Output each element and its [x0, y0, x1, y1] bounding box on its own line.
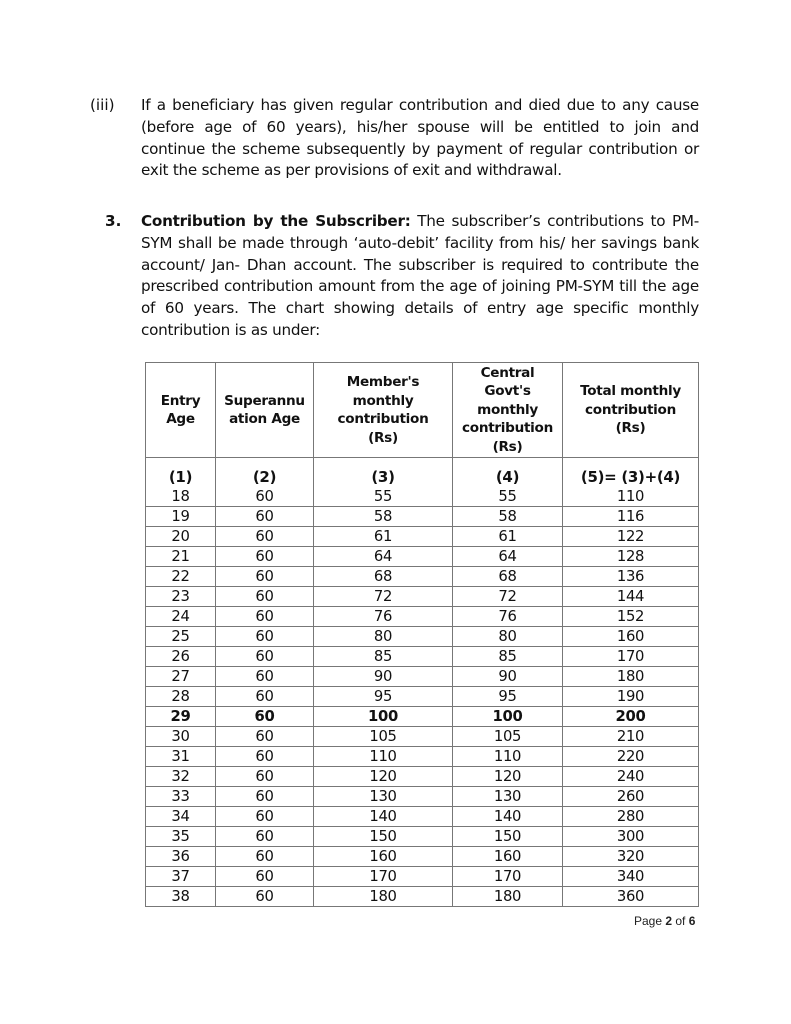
- cell-entry-age: 18: [146, 487, 216, 507]
- cell-total-contribution: 160: [563, 627, 699, 647]
- cell-entry-age: 30: [146, 727, 216, 747]
- cell-total-contribution: 128: [563, 547, 699, 567]
- cell-member-contribution: 90: [314, 667, 453, 687]
- cell-superannuation-age: 60: [216, 487, 314, 507]
- cell-superannuation-age: 60: [216, 647, 314, 667]
- cell-govt-contribution: 55: [453, 487, 563, 507]
- cell-member-contribution: 160: [314, 847, 453, 867]
- cell-member-contribution: 68: [314, 567, 453, 587]
- cell-total-contribution: 200: [563, 707, 699, 727]
- header-line: contribution: [585, 401, 676, 418]
- table-row: [146, 827, 699, 847]
- cell-superannuation-age: 60: [216, 627, 314, 647]
- cell-member-contribution: 80: [314, 627, 453, 647]
- cell-member-contribution: 58: [314, 507, 453, 527]
- section-heading: Contribution by the Subscriber:: [141, 212, 411, 230]
- table-row: [146, 647, 699, 667]
- table-row: [146, 547, 699, 567]
- cell-total-contribution: 180: [563, 667, 699, 687]
- header-superannuation-age: [216, 363, 314, 458]
- cell-entry-age: 20: [146, 527, 216, 547]
- table-row: [146, 527, 699, 547]
- table-row: [146, 567, 699, 587]
- cell-entry-age: 26: [146, 647, 216, 667]
- cell-entry-age: 31: [146, 747, 216, 767]
- cell-entry-age: 25: [146, 627, 216, 647]
- clause-label: (iii): [90, 96, 115, 114]
- cell-govt-contribution: 85: [453, 647, 563, 667]
- cell-superannuation-age: 60: [216, 827, 314, 847]
- cell-member-contribution: 85: [314, 647, 453, 667]
- cell-total-contribution: 190: [563, 687, 699, 707]
- table-row: [146, 687, 699, 707]
- header-line: (Rs): [615, 420, 646, 437]
- table-row: [146, 487, 699, 507]
- cell-govt-contribution: 80: [453, 627, 563, 647]
- footer-prefix: Page: [634, 914, 666, 928]
- header-line: monthly: [477, 401, 538, 418]
- contribution-table: [145, 362, 699, 907]
- cell-superannuation-age: 60: [216, 807, 314, 827]
- table-row: [146, 707, 699, 727]
- cell-total-contribution: 220: [563, 747, 699, 767]
- cell-govt-contribution: 110: [453, 747, 563, 767]
- cell-total-contribution: 152: [563, 607, 699, 627]
- column-number-total-contribution: (5)= (3)+(4): [563, 458, 699, 488]
- column-number-govt-contribution: (4): [453, 458, 563, 488]
- cell-total-contribution: 210: [563, 727, 699, 747]
- cell-member-contribution: 64: [314, 547, 453, 567]
- cell-superannuation-age: 60: [216, 667, 314, 687]
- cell-entry-age: 38: [146, 887, 216, 907]
- column-number-member-contribution: (3): [314, 458, 453, 488]
- cell-superannuation-age: 60: [216, 787, 314, 807]
- cell-entry-age: 21: [146, 547, 216, 567]
- cell-superannuation-age: 60: [216, 547, 314, 567]
- header-line: contribution: [337, 411, 429, 427]
- cell-superannuation-age: 60: [216, 767, 314, 787]
- header-line: Member's: [346, 374, 420, 390]
- cell-superannuation-age: 60: [216, 707, 314, 727]
- cell-total-contribution: 136: [563, 567, 699, 587]
- cell-superannuation-age: 60: [216, 867, 314, 887]
- cell-entry-age: 27: [146, 667, 216, 687]
- cell-total-contribution: 240: [563, 767, 699, 787]
- cell-govt-contribution: 90: [453, 667, 563, 687]
- cell-superannuation-age: 60: [216, 687, 314, 707]
- cell-entry-age: 29: [146, 707, 216, 727]
- section-3-text: The subscriber’s contributions to PM-SYM shall be made through ‘auto-debit’ facility from his/ her savings bank account/ Jan- Dhan account. The subscriber is required to contribute the prescribed contribution amount from the age of joining PM-SYM till the age of 60 years. The chart showing details of entry age specific monthly contribution is as under:: [141, 212, 699, 339]
- cell-member-contribution: 120: [314, 767, 453, 787]
- cell-govt-contribution: 100: [453, 707, 563, 727]
- total-pages: 6: [688, 914, 696, 928]
- header-member-contribution: [314, 363, 453, 458]
- cell-superannuation-age: 60: [216, 587, 314, 607]
- current-page: 2: [665, 914, 673, 928]
- header-line: Entry: [160, 392, 201, 409]
- header-line: (Rs): [492, 438, 523, 455]
- header-entry-age: [146, 363, 216, 458]
- cell-total-contribution: 122: [563, 527, 699, 547]
- cell-total-contribution: 116: [563, 507, 699, 527]
- table-row: [146, 807, 699, 827]
- header-line: contribution: [462, 420, 553, 437]
- cell-govt-contribution: 150: [453, 827, 563, 847]
- cell-total-contribution: 280: [563, 807, 699, 827]
- header-total-contribution: [563, 363, 699, 458]
- cell-member-contribution: 72: [314, 587, 453, 607]
- cell-entry-age: 28: [146, 687, 216, 707]
- cell-member-contribution: 100: [314, 707, 453, 727]
- cell-govt-contribution: 160: [453, 847, 563, 867]
- cell-entry-age: 34: [146, 807, 216, 827]
- table-row: [146, 867, 699, 887]
- cell-entry-age: 35: [146, 827, 216, 847]
- table-row: [146, 847, 699, 867]
- column-number-entry-age: (1): [146, 458, 216, 488]
- page-footer: [634, 914, 695, 928]
- cell-member-contribution: 105: [314, 727, 453, 747]
- cell-superannuation-age: 60: [216, 727, 314, 747]
- cell-entry-age: 37: [146, 867, 216, 887]
- cell-total-contribution: 260: [563, 787, 699, 807]
- cell-govt-contribution: 140: [453, 807, 563, 827]
- cell-member-contribution: 55: [314, 487, 453, 507]
- cell-govt-contribution: 58: [453, 507, 563, 527]
- cell-govt-contribution: 180: [453, 887, 563, 907]
- cell-entry-age: 36: [146, 847, 216, 867]
- column-number-superannuation-age: (2): [216, 458, 314, 488]
- cell-govt-contribution: 68: [453, 567, 563, 587]
- table-row: [146, 767, 699, 787]
- cell-govt-contribution: 120: [453, 767, 563, 787]
- cell-entry-age: 33: [146, 787, 216, 807]
- table-row: [146, 607, 699, 627]
- section-3-paragraph: [141, 211, 699, 342]
- cell-member-contribution: 110: [314, 747, 453, 767]
- header-line: Age: [166, 411, 195, 427]
- cell-member-contribution: 140: [314, 807, 453, 827]
- footer-of: of: [672, 914, 689, 928]
- header-line: Superannu: [224, 392, 305, 409]
- table-row: [146, 667, 699, 687]
- cell-govt-contribution: 170: [453, 867, 563, 887]
- table-header-row: [146, 363, 699, 458]
- cell-superannuation-age: 60: [216, 507, 314, 527]
- cell-govt-contribution: 61: [453, 527, 563, 547]
- table-row: [146, 747, 699, 767]
- cell-govt-contribution: 76: [453, 607, 563, 627]
- cell-govt-contribution: 64: [453, 547, 563, 567]
- cell-superannuation-age: 60: [216, 847, 314, 867]
- cell-entry-age: 32: [146, 767, 216, 787]
- table-row: [146, 507, 699, 527]
- column-number-row: [146, 458, 699, 488]
- header-line: ation Age: [229, 411, 300, 427]
- header-line: monthly: [352, 392, 414, 409]
- cell-total-contribution: 320: [563, 847, 699, 867]
- header-line: Central: [480, 364, 535, 381]
- cell-govt-contribution: 72: [453, 587, 563, 607]
- table-row: [146, 887, 699, 907]
- cell-total-contribution: 360: [563, 887, 699, 907]
- cell-member-contribution: 150: [314, 827, 453, 847]
- cell-member-contribution: 95: [314, 687, 453, 707]
- cell-member-contribution: 170: [314, 867, 453, 887]
- section-number: 3.: [105, 212, 122, 230]
- header-line: Govt's: [484, 383, 531, 400]
- cell-member-contribution: 76: [314, 607, 453, 627]
- cell-entry-age: 19: [146, 507, 216, 527]
- cell-total-contribution: 144: [563, 587, 699, 607]
- cell-member-contribution: 180: [314, 887, 453, 907]
- cell-total-contribution: 340: [563, 867, 699, 887]
- cell-superannuation-age: 60: [216, 527, 314, 547]
- header-govt-contribution: [453, 363, 563, 458]
- cell-total-contribution: 110: [563, 487, 699, 507]
- cell-govt-contribution: 130: [453, 787, 563, 807]
- cell-member-contribution: 61: [314, 527, 453, 547]
- cell-total-contribution: 300: [563, 827, 699, 847]
- table-row: [146, 627, 699, 647]
- cell-superannuation-age: 60: [216, 607, 314, 627]
- clause-iii-text: If a beneficiary has given regular contribution and died due to any cause (before age of 60 years), his/her spouse will be entitled to join and continue the scheme subsequently by payment of regular contribution or exit the scheme as per provisions of exit and withdrawal.: [141, 96, 699, 180]
- table-row: [146, 787, 699, 807]
- header-line: (Rs): [368, 429, 398, 446]
- cell-entry-age: 24: [146, 607, 216, 627]
- cell-govt-contribution: 95: [453, 687, 563, 707]
- cell-entry-age: 23: [146, 587, 216, 607]
- cell-total-contribution: 170: [563, 647, 699, 667]
- table-row: [146, 727, 699, 747]
- cell-entry-age: 22: [146, 567, 216, 587]
- cell-govt-contribution: 105: [453, 727, 563, 747]
- header-line: Total monthly: [580, 383, 681, 400]
- cell-superannuation-age: 60: [216, 747, 314, 767]
- cell-superannuation-age: 60: [216, 567, 314, 587]
- table-row: [146, 587, 699, 607]
- cell-superannuation-age: 60: [216, 887, 314, 907]
- cell-member-contribution: 130: [314, 787, 453, 807]
